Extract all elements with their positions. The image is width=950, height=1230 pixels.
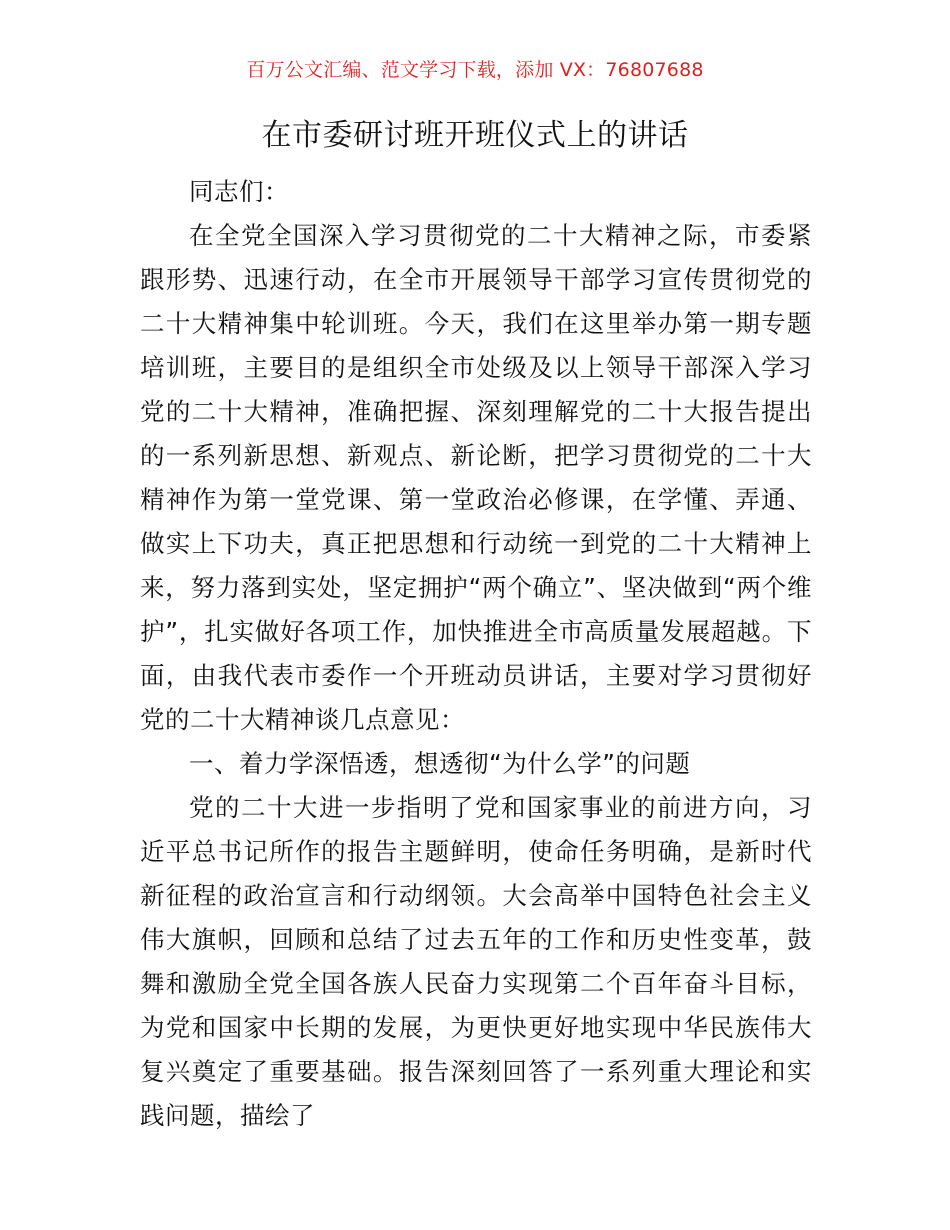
salutation: 同志们： <box>189 177 289 206</box>
watermark-banner: 百万公文汇编、范文学习下载，添加 VX：76807688 <box>246 59 704 81</box>
section-paragraph: 党的二十大进一步指明了党和国家事业的前进方向，习近平总书记所作的报告主题鲜明，使命任务明确，是新时代新征程的政治宣言和行动纲领。大会高举中国特色社会主义伟大旗帜，回顾和总结了过去五年的工作和历史性变革，鼓舞和激励全党全国各族人民奋力实现第二个百年奋斗目标，为党和国家中长期的发展，为更快更好地实现中华民族伟大复兴奠定了重要基础。报告深刻回答了一系列重大理论和实践问题，描绘了 <box>140 793 812 1130</box>
document-body <box>140 170 812 1138</box>
document-title: 在市委研讨班开班仪式上的讲话 <box>261 118 689 153</box>
section-heading: 一、着力学深悟透，想透彻“为什么学”的问题 <box>189 749 691 778</box>
intro-paragraph: 在全党全国深入学习贯彻党的二十大精神之际，市委紧跟形势、迅速行动，在全市开展领导干部学习宣传贯彻党的二十大精神集中轮训班。今天，我们在这里举办第一期专题培训班，主要目的是组织全市处级及以上领导干部深入学习党的二十大精神，准确把握、深刻理解党的二十大报告提出的一系列新思想、新观点、新论断，把学习贯彻党的二十大精神作为第一堂党课、第一堂政治必修课，在学懂、弄通、做实上下功夫，真正把思想和行动统一到党的二十大精神上来，努力落到实处，坚定拥护“两个确立”、坚决做到“两个维护”，扎实做好各项工作，加快推进全市高质量发展超越。下面，由我代表市委作一个开班动员讲话，主要对学习贯彻好党的二十大精神谈几点意见： <box>140 221 812 734</box>
